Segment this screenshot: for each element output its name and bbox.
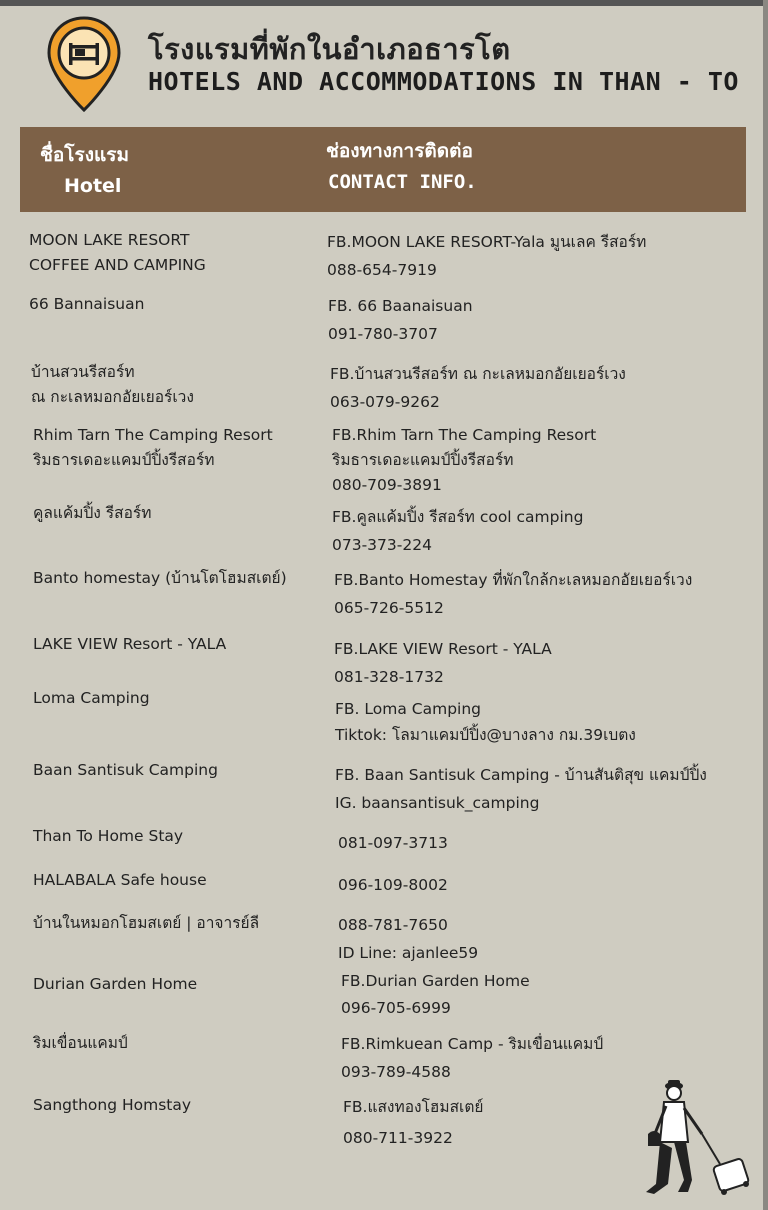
contact-line: FB.Durian Garden Home — [341, 972, 530, 990]
hotel-name-line: Than To Home Stay — [33, 827, 184, 845]
contact-line: 065-726-5512 — [334, 599, 444, 617]
hotel-name — [33, 686, 150, 711]
contact-line: 073-373-224 — [332, 536, 432, 554]
contact-line: FB.Rimkuean Camp - ริมเขื่อนแคมป์ — [341, 1035, 604, 1053]
hotel-contact — [332, 503, 583, 559]
column-hotel-thai: ชื่อโรงแรม — [40, 144, 129, 166]
hotel-name-line: LAKE VIEW Resort - YALA — [33, 635, 227, 653]
contact-line: FB. Loma Camping — [335, 700, 482, 718]
contact-line: Tiktok: โลมาแคมป์ปิ้ง@บางลาง กม.39เบตง — [335, 726, 636, 744]
hotel-contact — [335, 696, 636, 748]
contact-line: FB.Rhim Tarn The Camping Resort — [332, 426, 597, 444]
hotel-contact — [332, 423, 596, 498]
hotel-contact — [341, 968, 530, 1022]
hotel-name-line: 66 Bannaisuan — [29, 295, 145, 313]
right-border — [763, 0, 768, 1210]
contact-line: ID Line: ajanlee59 — [338, 944, 479, 962]
contact-line: 081-328-1732 — [334, 668, 444, 686]
hotel-name — [33, 632, 226, 657]
contact-line: FB.คูลแค้มปิ้ง รีสอร์ท cool camping — [332, 508, 584, 526]
hotel-contact — [338, 871, 448, 899]
hotel-name-line: Loma Camping — [33, 689, 150, 707]
hotel-location-pin-icon — [46, 16, 122, 112]
hotel-name-line: MOON LAKE RESORT — [29, 231, 190, 249]
hotel-contact — [341, 1030, 603, 1086]
contact-line: 088-781-7650 — [338, 916, 448, 934]
hotel-name-line: ณ กะเลหมอกอัยเยอร์เวง — [31, 388, 194, 406]
hotel-name-line: COFFEE AND CAMPING — [29, 256, 206, 274]
hotel-name-line: Rhim Tarn The Camping Resort — [33, 426, 273, 444]
hotel-name — [33, 1093, 191, 1118]
hotel-name-line: คูลแค้มปิ้ง รีสอร์ท — [33, 504, 152, 522]
column-contact-english: CONTACT INFO. — [328, 171, 477, 193]
contact-line: 063-079-9262 — [330, 393, 440, 411]
contact-line: 080-709-3891 — [332, 476, 442, 494]
hotel-name-line: Durian Garden Home — [33, 975, 198, 993]
hotel-name-line: Sangthong Homstay — [33, 1096, 192, 1114]
contact-line: 091-780-3707 — [328, 325, 438, 343]
page-title-thai: โรงแรมที่พักในอำเภอธารโต — [148, 32, 511, 66]
hotel-name — [31, 360, 194, 410]
contact-line: FB.LAKE VIEW Resort - YALA — [334, 640, 552, 658]
contact-line: ริมธารเดอะแคมป์ปิ้งรีสอร์ท — [332, 451, 514, 469]
hotel-name — [33, 1031, 128, 1056]
hotel-name — [33, 972, 197, 997]
contact-line: 096-705-6999 — [341, 999, 451, 1017]
hotel-name — [33, 423, 273, 473]
table-header — [20, 127, 746, 212]
contact-line: FB. 66 Baanaisuan — [328, 297, 473, 315]
hotel-contact — [330, 360, 626, 416]
contact-line: 093-789-4588 — [341, 1063, 451, 1081]
contact-line: FB. Baan Santisuk Camping - บ้านสันติสุข แคมป์ปิ้ง — [335, 766, 707, 784]
contact-line: FB.Banto Homestay ที่พักใกล้กะเลหมอกอัยเยอร์เวง — [334, 571, 693, 589]
hotel-name-line: ริมเขื่อนแคมป์ — [33, 1034, 128, 1052]
hotel-name — [33, 824, 183, 849]
contact-line: IG. baansantisuk_camping — [335, 794, 540, 812]
hotel-contact — [334, 635, 552, 691]
hotel-contact — [335, 761, 707, 817]
contact-line: FB.บ้านสวนรีสอร์ท ณ กะเลหมอกอัยเยอร์เวง — [330, 365, 626, 383]
hotel-contact — [343, 1092, 484, 1154]
contact-line: 081-097-3713 — [338, 834, 448, 852]
contact-line: FB.MOON LAKE RESORT-Yala มูนเลค รีสอร์ท — [327, 233, 647, 251]
hotel-name — [33, 868, 207, 893]
traveler-with-suitcase-icon — [628, 1076, 760, 1202]
hotel-name-line: Baan Santisuk Camping — [33, 761, 218, 779]
contact-line: FB.แสงทองโฮมสเตย์ — [343, 1098, 484, 1116]
hotel-name-line: Banto homestay (บ้านโตโฮมสเตย์) — [33, 569, 287, 587]
top-border — [0, 0, 768, 6]
hotel-contact — [338, 829, 448, 857]
hotel-name — [33, 911, 259, 936]
contact-line: 080-711-3922 — [343, 1129, 453, 1147]
contact-line: 096-109-8002 — [338, 876, 448, 894]
hotel-name-line: HALABALA Safe house — [33, 871, 207, 889]
hotel-contact — [334, 566, 692, 622]
hotel-contact — [327, 228, 646, 284]
column-hotel-english: Hotel — [64, 175, 122, 197]
hotel-name — [33, 566, 287, 591]
column-contact-thai: ช่องทางการติดต่อ — [326, 140, 473, 162]
hotel-name — [29, 292, 144, 317]
hotel-contact — [338, 911, 478, 967]
hotel-name — [29, 228, 206, 278]
hotel-name — [33, 758, 218, 783]
hotel-name-line: ริมธารเดอะแคมป์ปิ้งรีสอร์ท — [33, 451, 215, 469]
hotel-name — [33, 501, 151, 526]
hotel-name-line: บ้านในหมอกโฮมสเตย์ | อาจารย์ลี — [33, 914, 260, 932]
page-title-english: HOTELS AND ACCOMMODATIONS IN THAN - TO — [148, 67, 739, 96]
hotel-name-line: บ้านสวนรีสอร์ท — [31, 363, 135, 381]
hotel-contact — [328, 292, 473, 348]
contact-line: 088-654-7919 — [327, 261, 437, 279]
